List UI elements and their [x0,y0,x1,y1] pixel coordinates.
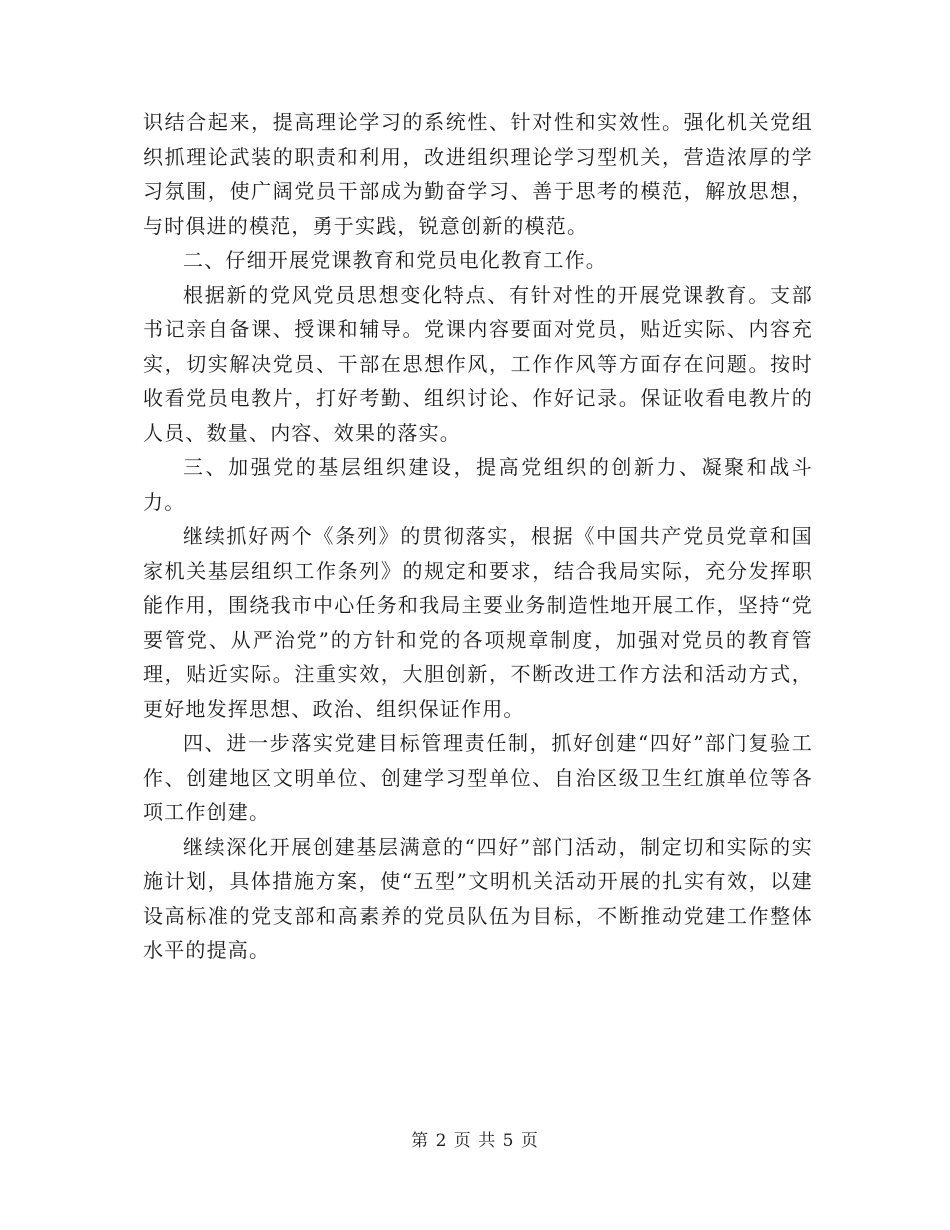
paragraph-party-lessons: 根据新的党风党员思想变化特点、有针对性的开展党课教育。支部书记亲自备课、授课和辅导。党课内容要面对党员，贴近实际、内容充实，切实解决党员、干部在思想作风，工作作风等方面存在问题。按时收看党员电教片，打好考勤、组织讨论、作好记录。保证收看电教片的人员、数量、内容、效果的落实。 [143,282,813,445]
document-body [143,105,813,968]
heading-section-2: 二、仔细开展党课教育和党员电化教育工作。 [183,248,607,272]
heading-section-4: 四、进一步落实党建目标管理责任制，抓好创建“四好”部门复验工作、创建地区文明单位、创建学习型单位、自治区级卫生红旗单位等各项工作创建。 [143,731,813,824]
paragraph-four-good-activities: 继续深化开展创建基层满意的“四好”部门活动，制定切和实际的实施计划，具体措施方案，使“五型”文明机关活动开展的扎实有效，以建设高标准的党支部和高素养的党员队伍为目标，不断推动党建工作整体水平的提高。 [143,834,813,962]
page-number-footer: 第 2 页 共 5 页 [411,1131,539,1151]
paragraph-organization-building: 继续抓好两个《条列》的贯彻落实，根据《中国共产党员党章和国家机关基层组织工作条列》的规定和要求，结合我局实际，充分发挥职能作用，围绕我市中心任务和我局主要业务制造性地开展工作，坚持“党要管党、从严治党”的方针和党的各项规章制度，加强对党员的教育管理，贴近实际。注重实效，大胆创新，不断改进工作方法和活动方式，更好地发挥思想、政治、组织保证作用。 [143,524,813,721]
heading-section-3: 三、加强党的基层组织建设，提高党组织的创新力、凝聚和战斗力。 [143,455,813,514]
paragraph-continued: 识结合起来，提高理论学习的系统性、针对性和实效性。强化机关党组织抓理论武装的职责和利用，改进组织理论学习型机关，营造浓厚的学习氛围，使广阔党员干部成为勤奋学习、善于思考的模范，解放思想，与时俱进的模范，勇于实践，锐意创新的模范。 [143,110,813,238]
